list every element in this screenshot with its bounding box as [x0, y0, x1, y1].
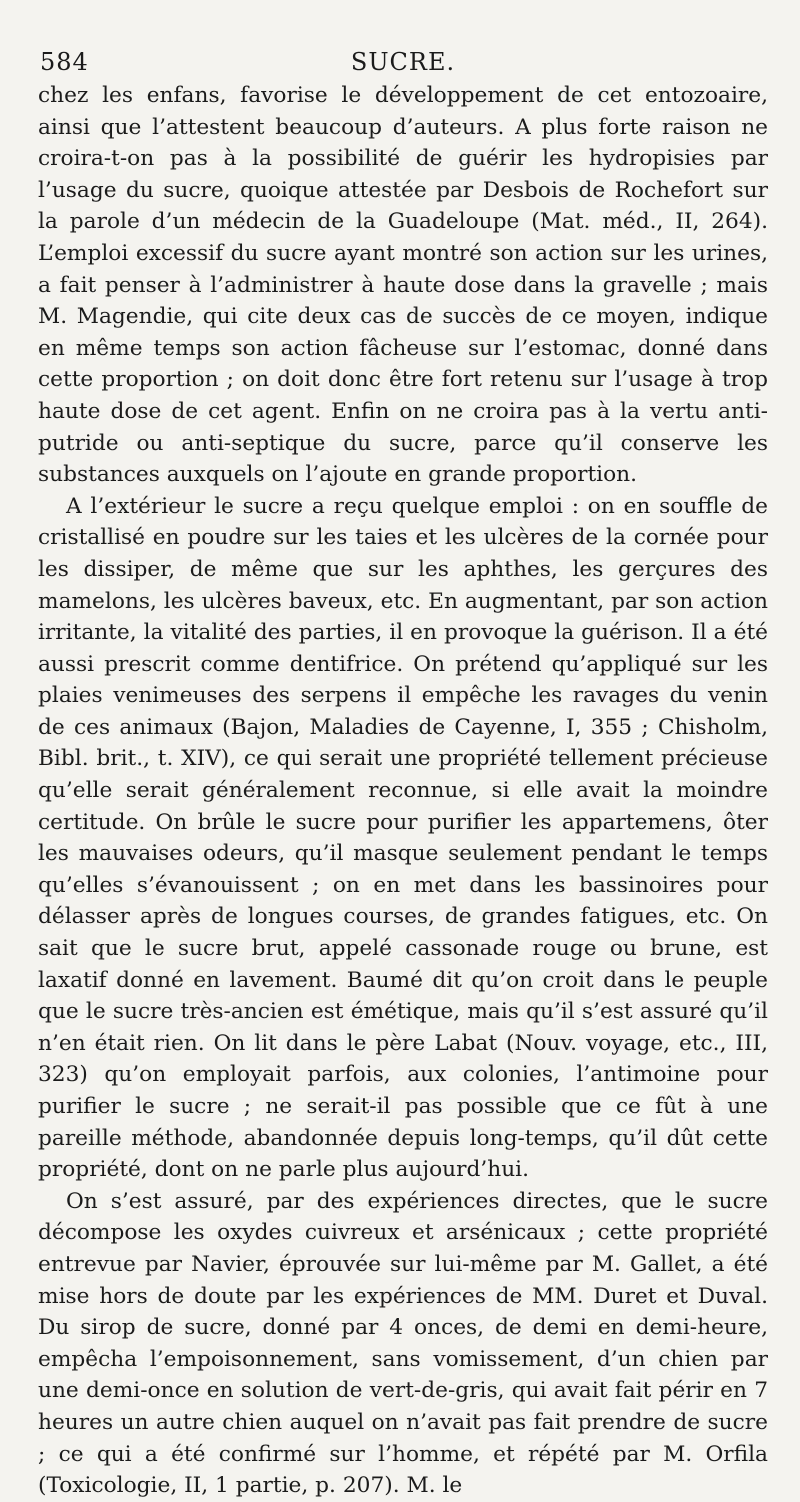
running-head [38, 42, 768, 80]
running-title: SUCRE. [350, 48, 456, 76]
book-page [38, 42, 768, 1502]
paragraph-3: On s’est assuré, par des expériences directes, que le sucre décompose les oxydes cuivreux et arsénicaux ; cette propriété entrevue par Navier, éprouvée sur lui-même par M. Gallet, a été mise hors de doute par les expériences de MM. Duret et Duval. Du sirop de sucre, donné par 4 onces, de demi en demi-heure, empêcha l’empoisonnement, sans vomissement, d’un chien par une demi-once en solution de vert-de-gris, qui avait fait périr en 7 heures un autre chien auquel on n’avait pas fait prendre de sucre ; ce qui a été confirmé sur l’homme, et répété par M. Orfila (Toxicologie, II, 1 partie, p. 207). M. le [38, 1188, 768, 1499]
paragraph-1: chez les enfans, favorise le développement de cet entozoaire, ainsi que l’attestent beaucoup d’auteurs. A plus forte raison ne croira-t-on pas à la possibilité de guérir les hydropisies par l’usage du sucre, quoique attestée par Desbois de Rochefort sur la parole d’un médecin de la Guadeloupe (Mat. méd., II, 264). L’emploi excessif du sucre ayant montré son action sur les urines, a fait penser à l’administrer à haute dose dans la gravelle ; mais M. Magendie, qui cite deux cas de succès de ce moyen, indique en même temps son action fâcheuse sur l’estomac, donné dans cette proportion ; on doit donc être fort retenu sur l’usage à trop haute dose de cet agent. Enfin on ne croira pas à la vertu anti-putride ou anti-septique du sucre, parce qu’il conserve les substances auxquels on l’ajoute en grande proportion. [38, 83, 768, 488]
paragraph-2: A l’extérieur le sucre a reçu quelque emploi : on en souffle de cristallisé en poudre sur les taies et les ulcères de la cornée pour les dissiper, de même que sur les aphthes, les gerçures des mamelons, les ulcères baveux, etc. En augmentant, par son action irritante, la vitalité des parties, il en provoque la guérison. Il a été aussi prescrit comme dentifrice. On prétend qu’appliqué sur les plaies venimeuses des serpens il empêche les ravages du venin de ces animaux (Bajon, Maladies de Cayenne, I, 355 ; Chisholm, Bibl. brit., t. XIV), ce qui serait une propriété tellement précieuse qu’elle serait généralement reconnue, si elle avait la moindre certitude. On brûle le sucre pour purifier les appartemens, ôter les mauvaises odeurs, qu’il masque seulement pendant le temps qu’elles s’évanouissent ; on en met dans les bassinoires pour délasser après de longues courses, de grandes fatigues, etc. On sait que le sucre brut, appelé cassonade rouge ou brune, est laxatif donné en lavement. Baumé dit qu’on croit dans le peuple que le sucre très-ancien est émétique, mais qu’il s’est assuré qu’il n’en était rien. On lit dans le père Labat (Nouv. voyage, etc., III, 323) qu’on employait parfois, aux colonies, l’antimoine pour purifier le sucre ; ne serait-il pas possible que ce fût à une pareille méthode, abandonnée depuis long-temps, qu’il dût cette propriété, dont on ne parle plus aujourd’hui. [38, 493, 768, 1183]
page-number: 584 [40, 48, 89, 76]
